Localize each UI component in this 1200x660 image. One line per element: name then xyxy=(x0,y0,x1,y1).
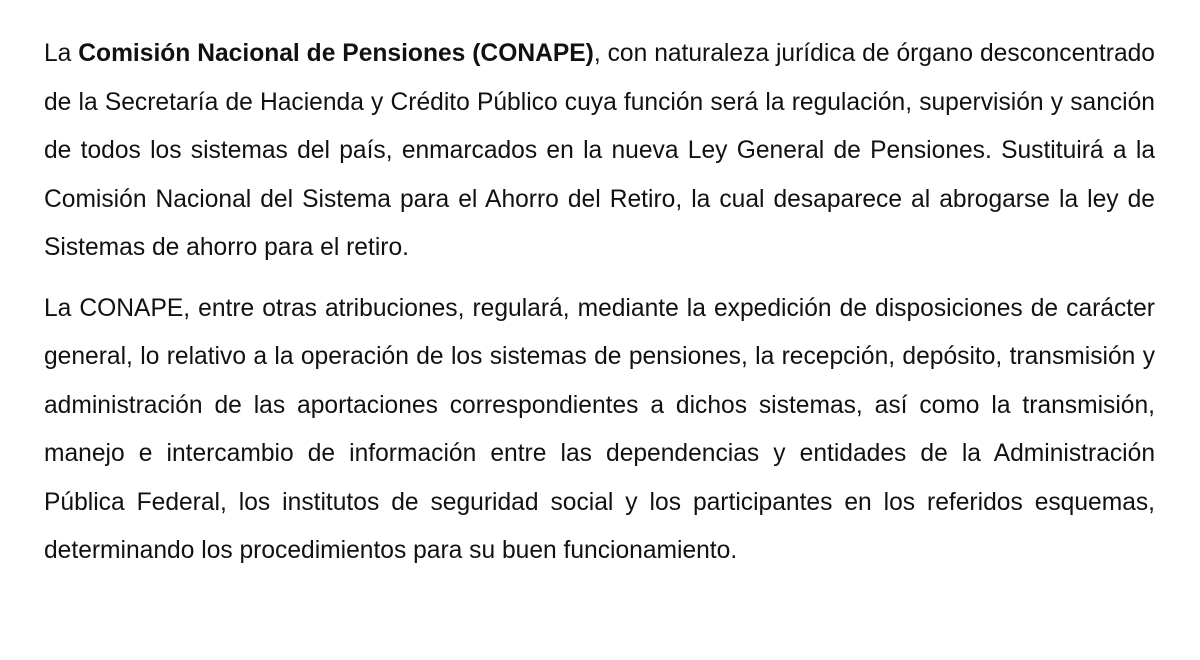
document-body xyxy=(44,30,1155,576)
paragraph-conape-definition xyxy=(44,30,1155,273)
entity-name: Comisión Nacional de Pensiones (CONAPE) xyxy=(78,40,594,67)
paragraph-conape-attributions: La CONAPE, entre otras atribuciones, regulará, mediante la expedición de disposiciones de carácter general, lo relativo a la operación de los sistemas de pensiones, la recepción, depósito, transmisión y administración de las aportaciones correspondientes a dichos sistemas, así como la transmisión, manejo e intercambio de información entre las dependencias y entidades de la Administración Pública Federal, los institutos de seguridad social y los participantes en los referidos esquemas, determinando los procedimientos para su buen funcionamiento. xyxy=(44,294,1155,564)
paragraph-text: , con naturaleza jurídica de órgano desconcentrado de la Secretaría de Hacienda y Crédito Público cuya función será la regulación, supervisión y sanción de todos los sistemas del país, enmarcados en la nueva Ley General de Pensiones. Sustituirá a la Comisión Nacional del Sistema para el Ahorro del Retiro, la cual desaparece al abrogarse la ley de Sistemas de ahorro para el retiro. xyxy=(44,40,1155,261)
paragraph-lead: La xyxy=(44,40,79,67)
